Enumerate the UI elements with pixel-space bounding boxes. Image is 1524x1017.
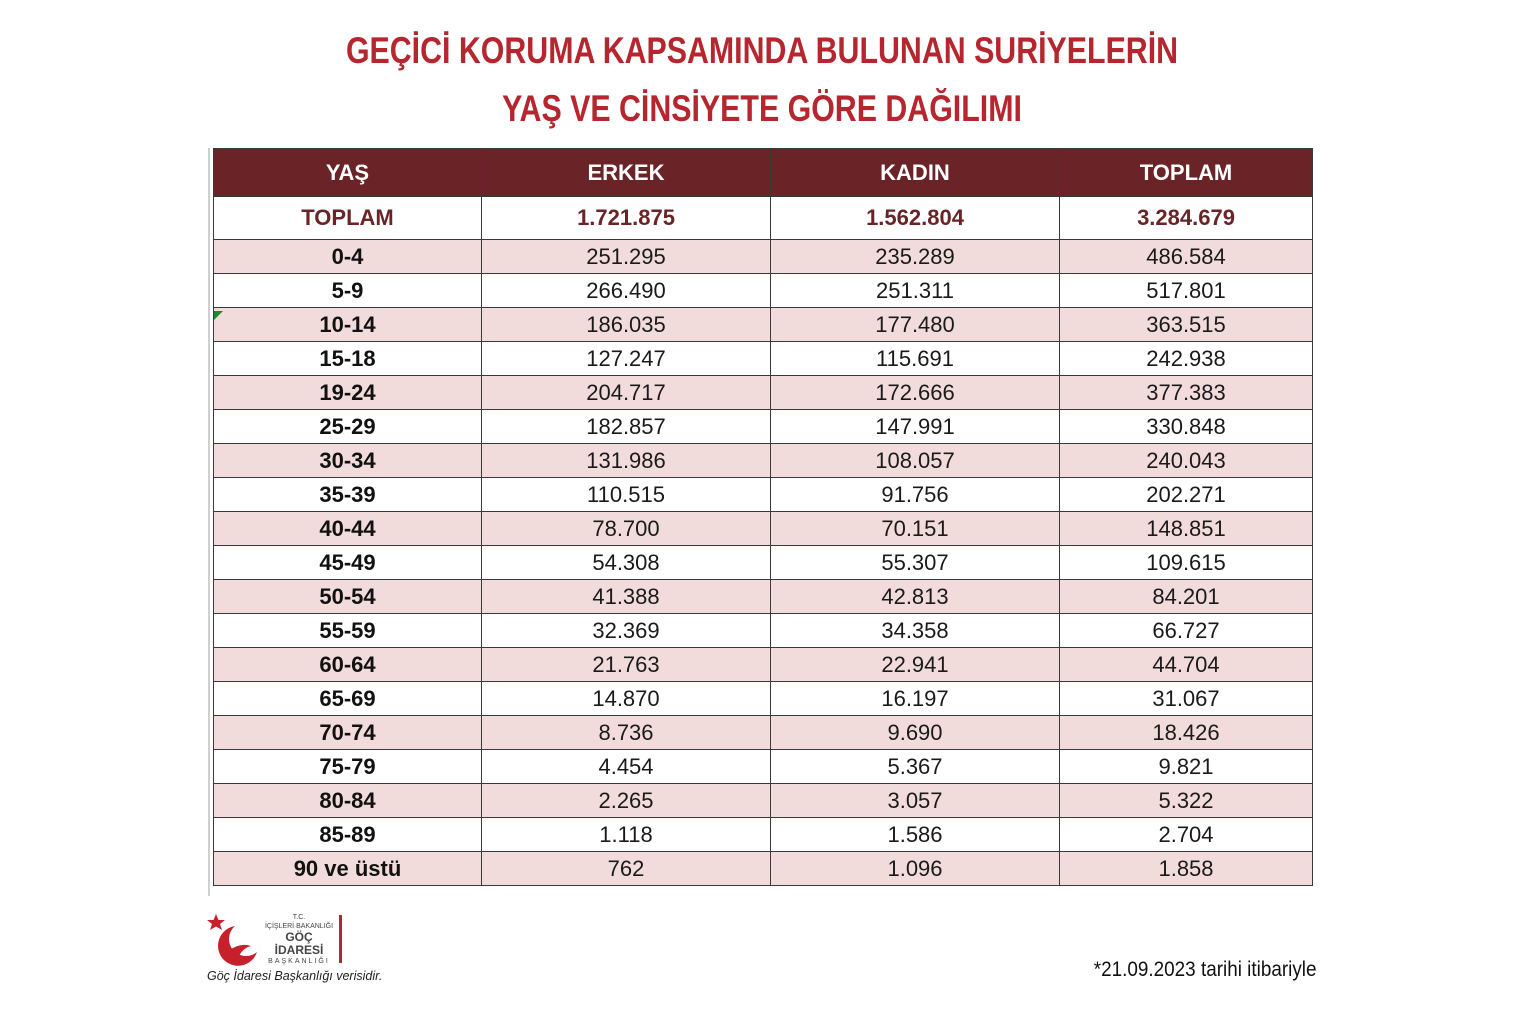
age-cell: 25-29 <box>214 410 482 444</box>
page-title-line-1: GEÇİCİ KORUMA KAPSAMINDA BULUNAN SURİYELERİN <box>345 30 1179 71</box>
total-cell: 242.938 <box>1060 342 1313 376</box>
cell-comment-marker <box>214 311 223 320</box>
age-cell: 30-34 <box>214 444 482 478</box>
female-cell: 22.941 <box>771 648 1060 682</box>
star-icon <box>207 914 225 930</box>
female-cell: 251.311 <box>771 274 1060 308</box>
total-cell: 330.848 <box>1060 410 1313 444</box>
male-cell: 110.515 <box>482 478 771 512</box>
male-cell: 21.763 <box>482 648 771 682</box>
source-note: Göç İdaresi Başkanlığı verisidir. <box>207 969 383 983</box>
male-cell: 41.388 <box>482 580 771 614</box>
age-cell: 5-9 <box>214 274 482 308</box>
male-cell: 4.454 <box>482 750 771 784</box>
male-cell: 32.369 <box>482 614 771 648</box>
female-cell: 147.991 <box>771 410 1060 444</box>
total-cell: 44.704 <box>1060 648 1313 682</box>
total-cell: 202.271 <box>1060 478 1313 512</box>
total-cell: 377.383 <box>1060 376 1313 410</box>
table-row <box>214 240 1313 274</box>
total-cell: 66.727 <box>1060 614 1313 648</box>
male-cell: 266.490 <box>482 274 771 308</box>
table-row <box>214 852 1313 886</box>
header-male: ERKEK <box>482 149 771 197</box>
total-row <box>214 197 1313 240</box>
age-cell: 65-69 <box>214 682 482 716</box>
total-cell: 9.821 <box>1060 750 1313 784</box>
female-cell: 1.096 <box>771 852 1060 886</box>
age-cell: 60-64 <box>214 648 482 682</box>
male-cell: 1.118 <box>482 818 771 852</box>
table-row <box>214 750 1313 784</box>
female-cell: 34.358 <box>771 614 1060 648</box>
female-cell: 1.586 <box>771 818 1060 852</box>
age-cell: 90 ve üstü <box>214 852 482 886</box>
age-cell: 50-54 <box>214 580 482 614</box>
total-cell: 18.426 <box>1060 716 1313 750</box>
age-cell: 10-14 <box>214 308 482 342</box>
male-cell: 251.295 <box>482 240 771 274</box>
male-cell: 204.717 <box>482 376 771 410</box>
female-cell: 16.197 <box>771 682 1060 716</box>
total-cell: 2.704 <box>1060 818 1313 852</box>
table-row <box>214 342 1313 376</box>
total-cell: 109.615 <box>1060 546 1313 580</box>
male-cell: 186.035 <box>482 308 771 342</box>
age-cell: 0-4 <box>214 240 482 274</box>
table-row <box>214 376 1313 410</box>
header-age: YAŞ <box>214 149 482 197</box>
table-row <box>214 308 1313 342</box>
total-cell: 5.322 <box>1060 784 1313 818</box>
total-cell: 31.067 <box>1060 682 1313 716</box>
male-cell: 182.857 <box>482 410 771 444</box>
total-cell: 84.201 <box>1060 580 1313 614</box>
total-cell: 1.858 <box>1060 852 1313 886</box>
table-row <box>214 716 1313 750</box>
table-row <box>214 546 1313 580</box>
total-cell: 148.851 <box>1060 512 1313 546</box>
table-row <box>214 818 1313 852</box>
male-cell: 8.736 <box>482 716 771 750</box>
table-row <box>214 580 1313 614</box>
female-cell: 235.289 <box>771 240 1060 274</box>
table-row <box>214 478 1313 512</box>
logo-text <box>262 913 336 966</box>
logo-divider <box>339 915 342 963</box>
page-title-line-2: YAŞ VE CİNSİYETE GÖRE DAĞILIMI <box>502 88 1022 129</box>
age-gender-table <box>213 148 1313 886</box>
female-cell: 108.057 <box>771 444 1060 478</box>
female-cell: 42.813 <box>771 580 1060 614</box>
sheet-left-border <box>208 148 210 896</box>
male-cell: 78.700 <box>482 512 771 546</box>
table-row <box>214 410 1313 444</box>
female-cell: 115.691 <box>771 342 1060 376</box>
table-row <box>214 648 1313 682</box>
total-cell: 363.515 <box>1060 308 1313 342</box>
female-cell: 172.666 <box>771 376 1060 410</box>
female-cell: 55.307 <box>771 546 1060 580</box>
age-cell: 55-59 <box>214 614 482 648</box>
logo-line-tc: T.C. <box>292 914 306 921</box>
age-cell: 80-84 <box>214 784 482 818</box>
logo-line-ministry: İÇİŞLERİ BAKANLIĞI <box>264 923 334 930</box>
age-cell: 75-79 <box>214 750 482 784</box>
table-row <box>214 512 1313 546</box>
logo-line-goc: GÖÇ İDARESİ <box>274 930 324 957</box>
male-cell: 54.308 <box>482 546 771 580</box>
table-row <box>214 784 1313 818</box>
age-cell: 35-39 <box>214 478 482 512</box>
female-cell: 91.756 <box>771 478 1060 512</box>
male-cell: 762 <box>482 852 771 886</box>
total-cell: 486.584 <box>1060 240 1313 274</box>
table-row <box>214 274 1313 308</box>
female-cell: 9.690 <box>771 716 1060 750</box>
total-all: 3.284.679 <box>1060 197 1313 240</box>
female-cell: 70.151 <box>771 512 1060 546</box>
age-cell: 15-18 <box>214 342 482 376</box>
male-cell: 127.247 <box>482 342 771 376</box>
male-cell: 14.870 <box>482 682 771 716</box>
total-label: TOPLAM <box>214 197 482 240</box>
table-header-row <box>214 149 1313 197</box>
date-note: *21.09.2023 tarihi itibariyle <box>1093 958 1316 981</box>
total-male: 1.721.875 <box>482 197 771 240</box>
crescent-icon <box>218 926 257 966</box>
total-female: 1.562.804 <box>771 197 1060 240</box>
total-cell: 240.043 <box>1060 444 1313 478</box>
age-cell: 45-49 <box>214 546 482 580</box>
male-cell: 131.986 <box>482 444 771 478</box>
age-cell: 40-44 <box>214 512 482 546</box>
female-cell: 5.367 <box>771 750 1060 784</box>
table-row <box>214 444 1313 478</box>
age-cell: 85-89 <box>214 818 482 852</box>
male-cell: 2.265 <box>482 784 771 818</box>
header-female: KADIN <box>771 149 1060 197</box>
female-cell: 3.057 <box>771 784 1060 818</box>
age-cell: 19-24 <box>214 376 482 410</box>
age-cell: 70-74 <box>214 716 482 750</box>
female-cell: 177.480 <box>771 308 1060 342</box>
total-cell: 517.801 <box>1060 274 1313 308</box>
logo-line-baskanlik: BAŞKANLIĞI <box>268 958 330 965</box>
table-row <box>214 682 1313 716</box>
header-total: TOPLAM <box>1060 149 1313 197</box>
table-row <box>214 614 1313 648</box>
